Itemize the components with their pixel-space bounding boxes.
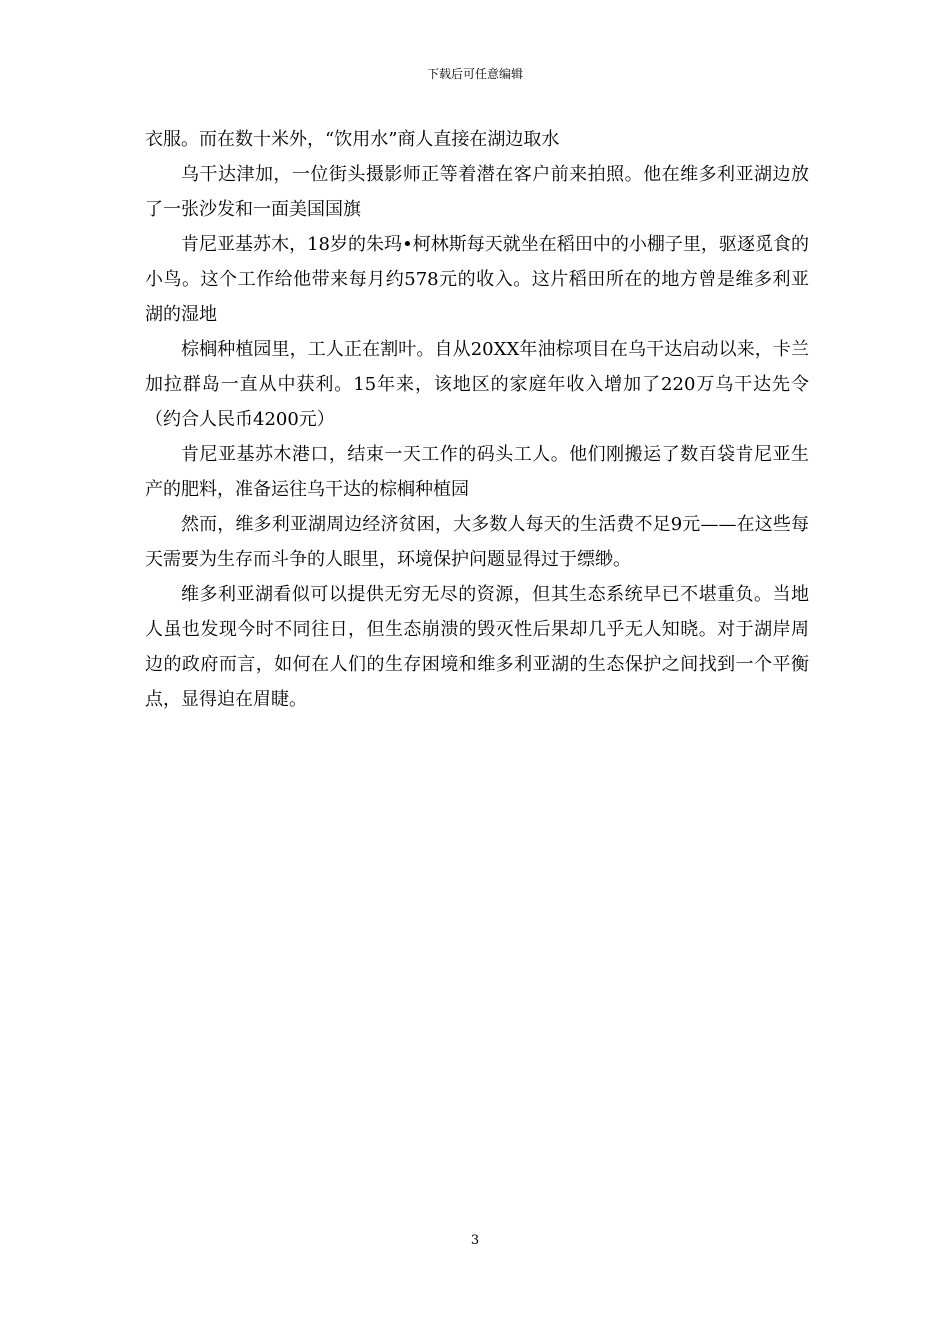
document-body [145,122,809,717]
paragraph-jinja-photographer: 乌干达津加，一位街头摄影师正等着潜在客户前来拍照。他在维多利亚湖边放了一张沙发和一面美国国旗 [145,164,809,220]
paragraph-palm-plantation: 棕榈种植园里，工人正在割叶。自从20XX年油棕项目在乌干达启动以来，卡兰加拉群岛一直从中获利。15年来，该地区的家庭年收入增加了220万乌干达先令（约合人民币4200元） [145,339,809,430]
paragraph-continuation: 衣服。而在数十米外，“饮用水”商人直接在湖边取水 [145,129,560,150]
paragraph-kisumu-port: 肯尼亚基苏木港口，结束一天工作的码头工人。他们刚搬运了数百袋肯尼亚生产的肥料，准备运往乌干达的棕榈种植园 [145,444,809,500]
paragraph-kisumu-rice-field: 肯尼亚基苏木，18岁的朱玛•柯林斯每天就坐在稻田中的小棚子里，驱逐觅食的小鸟。这个工作给他带来每月约578元的收入。这片稻田所在的地方曾是维多利亚湖的湿地 [145,234,809,325]
page-number: 3 [470,1233,480,1248]
paragraph-poverty: 然而，维多利亚湖周边经济贫困，大多数人每天的生活费不足9元——在这些每天需要为生存而斗争的人眼里，环境保护问题显得过于缥缈。 [145,514,809,570]
page-header: 下载后可任意编辑 [426,67,523,81]
paragraph-ecosystem-balance: 维多利亚湖看似可以提供无穷无尽的资源，但其生态系统早已不堪重负。当地人虽也发现今时不同往日，但生态崩溃的毁灭性后果却几乎无人知晓。对于湖岸周边的政府而言，如何在人们的生存困境和维多利亚湖的生态保护之间找到一个平衡点，显得迫在眉睫。 [145,584,809,710]
